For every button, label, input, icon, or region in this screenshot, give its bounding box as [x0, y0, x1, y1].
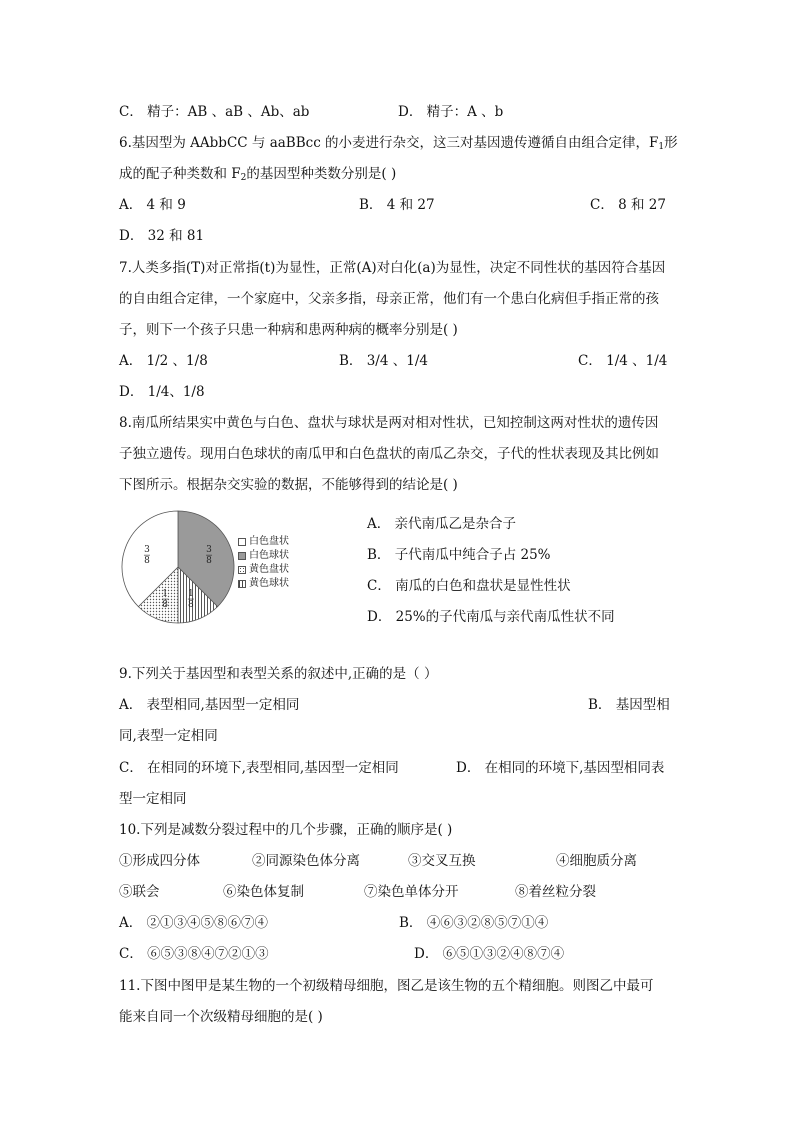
q11-stem-line1: 11.下图中图甲是某生物的一个初级精母细胞，图乙是该生物的五个精细胞。则图乙中最可 [119, 978, 654, 994]
q9-option-d[interactable]: D． 在相同的环境下,基因型相同表 [456, 760, 665, 776]
q6-option-c[interactable]: C． 8 和 27 [590, 197, 666, 213]
q5-option-c[interactable]: C． 精子：AB 、aB 、Ab、ab [119, 104, 310, 120]
q8-option-a[interactable]: A． 亲代南瓜乙是杂合子 [367, 516, 517, 532]
q8-option-c[interactable]: C． 南瓜的白色和盘状是显性性状 [367, 578, 571, 594]
q9-option-b-cont[interactable]: 同,表型一定相同 [119, 728, 218, 744]
q10-step-1: ①形成四分体 [119, 853, 200, 869]
q7-option-c[interactable]: C． 1/4 、1/4 [578, 353, 668, 369]
q6-stem-line1: 6.基因型为 AAbbCC 与 aaBBcc 的小麦进行杂交，这三对基因遗传遵循自由组合定律，$F_1$形 [119, 135, 678, 152]
legend-item-white-sphere: 白色球状 [238, 549, 289, 563]
q10-step-6: ⑥染色体复制 [223, 884, 304, 900]
pie-slice-label-1: 3 [144, 545, 150, 556]
pie-slice-label-4: 1 [187, 589, 194, 600]
q6-option-d[interactable]: D． 32 和 81 [119, 228, 205, 244]
q8-pie-chart [119, 508, 237, 626]
q8-option-b[interactable]: B． 子代南瓜中纯合子占 25% [367, 547, 551, 563]
q6-stem-line2: 成的配子种类数和 $F_2$的基因型种类数分别是( ) [119, 166, 397, 183]
q5-option-d[interactable]: D． 精子：A 、b [398, 104, 504, 120]
legend-item-yellow-disc: 黄色盘状 [238, 563, 289, 577]
q10-option-d[interactable]: D． ⑥⑤①③②④⑧⑦④ [414, 946, 565, 962]
pie-slice-label-2: 3 [206, 545, 212, 556]
q6-option-b[interactable]: B． 4 和 27 [359, 197, 435, 213]
q10-option-a[interactable]: A． ②①③④⑤⑧⑥⑦④ [119, 915, 269, 931]
q10-step-2: ②同源染色体分离 [252, 853, 360, 869]
q7-option-a[interactable]: A． 1/2 、1/8 [119, 353, 208, 369]
q9-option-a[interactable]: A． 表型相同,基因型一定相同 [119, 697, 300, 713]
q7-stem-line1: 7.人类多指(T)对正常指(t)为显性，正常(A)对白化(a)为显性，决定不同性状的基因符合基因 [119, 260, 666, 276]
pie-slice-label-3: 1 [162, 589, 169, 600]
q7-stem-line3: 子，则下一个孩子只患一种病和患两种病的概率分别是( ) [119, 322, 458, 338]
pie-slice-label-den-3: 8 [162, 600, 169, 611]
q9-option-d-cont[interactable]: 型一定相同 [119, 791, 187, 807]
pie-slice-label-den-1: 8 [144, 556, 150, 567]
q8-stem-line1: 8.南瓜所结果实中黄色与白色、盘状与球状是两对相对性状，已知控制这两对性状的遗传因 [119, 415, 659, 431]
pie-chart-svg [119, 508, 237, 626]
q10-step-5: ⑤联会 [119, 884, 160, 900]
q6-option-a[interactable]: A． 4 和 9 [119, 197, 186, 213]
pie-slice-label-den-2: 8 [206, 556, 212, 567]
q9-option-b[interactable]: B． 基因型相 [588, 697, 670, 713]
legend-item-yellow-sphere: 黄色球状 [238, 577, 289, 591]
q8-option-d[interactable]: D． 25%的子代南瓜与亲代南瓜性状不同 [367, 609, 615, 625]
q7-option-b[interactable]: B． 3/4 、1/4 [339, 353, 428, 369]
q8-stem-line3: 下图所示。根据杂交实验的数据，不能够得到的结论是( ) [119, 477, 458, 493]
legend-item-white-disc: 白色盘状 [238, 535, 289, 549]
q10-option-b[interactable]: B． ④⑥③②⑧⑤⑦①④ [399, 915, 549, 931]
q10-step-8: ⑧着丝粒分裂 [515, 884, 596, 900]
q7-option-d[interactable]: D． 1/4、1/8 [119, 384, 205, 400]
pie-slice-label-den-4: 8 [187, 600, 194, 611]
q9-option-c[interactable]: C． 在相同的环境下,表型相同,基因型一定相同 [119, 760, 399, 776]
q9-stem: 9.下列关于基因型和表型关系的叙述中,正确的是（ ） [119, 666, 438, 682]
q10-option-c[interactable]: C． ⑥⑤③⑧④⑦②①③ [119, 946, 269, 962]
q10-stem: 10.下列是减数分裂过程中的几个步骤，正确的顺序是( ) [119, 822, 453, 838]
q7-stem-line2: 的自由组合定律，一个家庭中，父亲多指，母亲正常，他们有一个患白化病但手指正常的孩 [119, 291, 659, 307]
q8-stem-line2: 子独立遗传。现用白色球状的南瓜甲和白色盘状的南瓜乙杂交，子代的性状表现及其比例如 [119, 446, 659, 462]
q10-step-4: ④细胞质分离 [556, 853, 637, 869]
q11-stem-line2: 能来自同一个次级精母细胞的是( ) [119, 1009, 323, 1025]
q10-step-3: ③交叉互换 [408, 853, 476, 869]
q10-step-7: ⑦染色单体分开 [364, 884, 459, 900]
q8-pie-legend [238, 535, 289, 591]
